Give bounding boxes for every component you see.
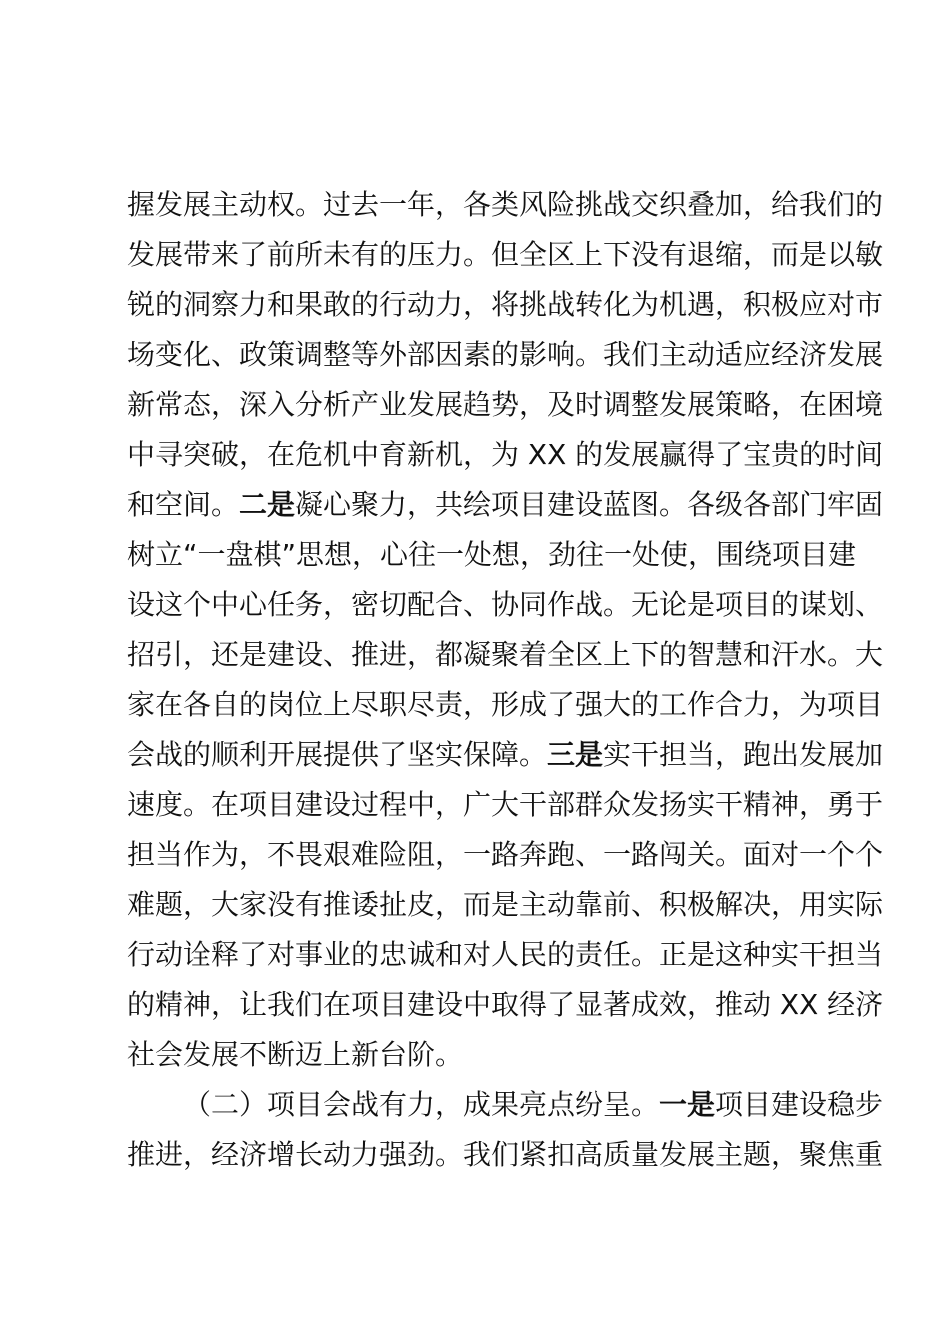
text-line: 发展带来了前所未有的压力。但全区上下没有退缩，而是以敏 [127, 238, 884, 271]
text-line-last: 社会发展不断迈上新台阶。 [127, 1038, 464, 1071]
text-run: 项目建设稳步 [715, 1088, 884, 1121]
text-run: 实干担当，跑出发展加 [603, 738, 884, 771]
text-run: 和空间。 [127, 488, 240, 521]
text-line: 设这个中心任务，密切配合、协同作战。无论是项目的谋划、 [127, 588, 884, 621]
bold-marker: 二是 [239, 488, 296, 521]
text-line: 难题，大家没有推诿扯皮，而是主动靠前、积极解决，用实际 [127, 888, 884, 921]
bold-marker: 一是 [659, 1088, 716, 1121]
text-line: 树立“一盘棋”思想，心往一处想，劲往一处使，围绕项目建 [127, 538, 857, 571]
bold-marker: 三是 [547, 738, 604, 771]
body-text [127, 180, 884, 1180]
text-line [127, 480, 884, 530]
text-line: 速度。在项目建设过程中，广大干部群众发扬实干精神，勇于 [127, 788, 884, 821]
text-line: 场变化、政策调整等外部因素的影响。我们主动适应经济发展 [127, 338, 884, 371]
text-run: 会战的顺利开展提供了坚实保障。 [127, 738, 548, 771]
section-heading: （二）项目会战有力，成果亮点纷呈。 [183, 1088, 660, 1121]
text-line: 行动诠释了对事业的忠诚和对人民的责任。正是这种实干担当 [127, 938, 884, 971]
text-line: 招引，还是建设、推进，都凝聚着全区上下的智慧和汗水。大 [127, 638, 884, 671]
text-line: 家在各自的岗位上尽职尽责，形成了强大的工作合力，为项目 [127, 688, 884, 721]
text-line: 锐的洞察力和果敢的行动力，将挑战转化为机遇，积极应对市 [127, 288, 884, 321]
text-line: 新常态，深入分析产业发展趋势，及时调整发展策略，在困境 [127, 388, 884, 421]
text-run: 凝心聚力，共绘项目建设蓝图。各级各部门牢固 [295, 488, 884, 521]
text-line: 推进，经济增长动力强劲。我们紧扣高质量发展主题，聚焦重 [127, 1138, 884, 1171]
text-line [127, 730, 884, 780]
text-line: 握发展主动权。过去一年，各类风险挑战交织叠加，给我们的 [127, 188, 884, 221]
text-line: 的精神，让我们在项目建设中取得了显著成效，推动 XX 经济 [127, 988, 884, 1021]
text-line [127, 1080, 884, 1130]
text-line: 中寻突破，在危机中育新机，为 XX 的发展赢得了宝贵的时间 [127, 438, 884, 471]
text-line: 担当作为，不畏艰难险阻，一路奔跑、一路闯关。面对一个个 [127, 838, 884, 871]
